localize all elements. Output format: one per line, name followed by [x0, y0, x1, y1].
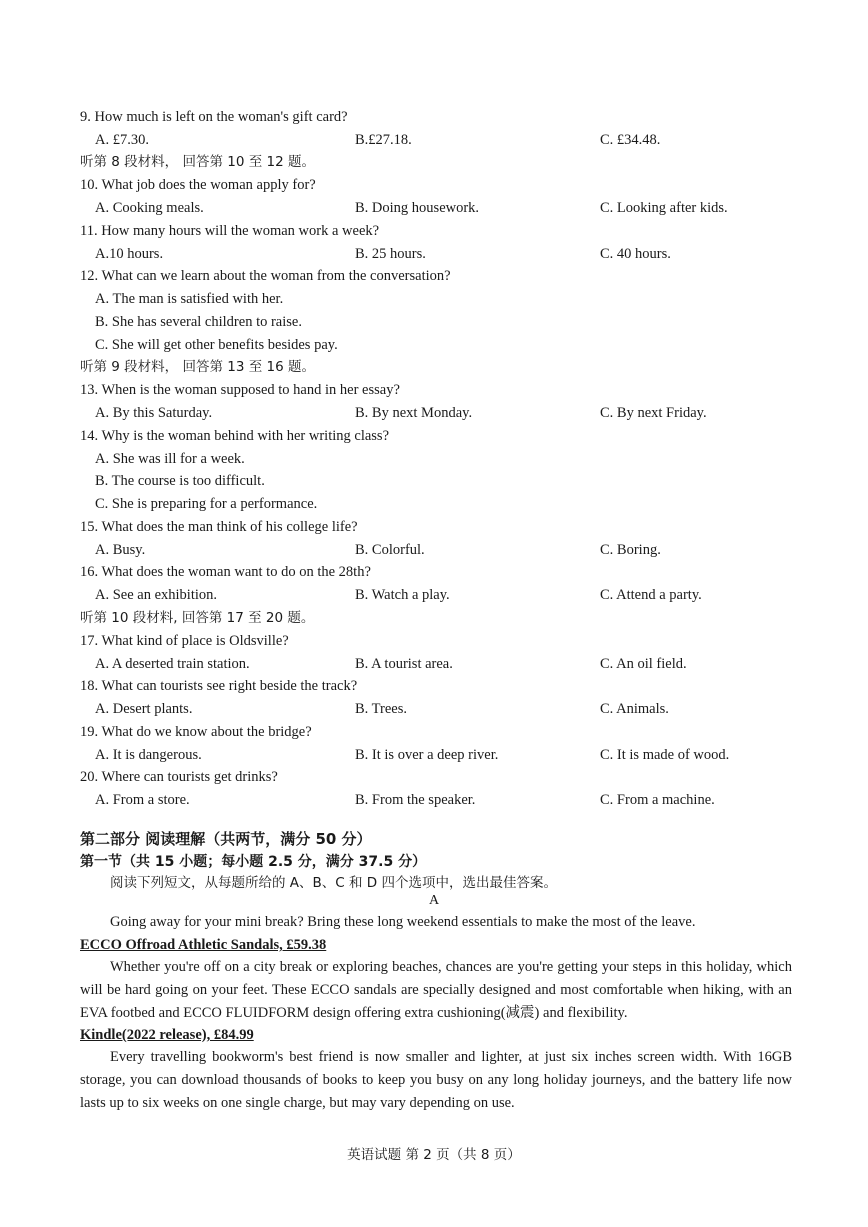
item1-title: ECCO Offroad Athletic Sandals, £59.38 [80, 937, 327, 953]
q10-option-b: B. Doing housework. [355, 200, 480, 216]
passage-label: A [428, 893, 440, 908]
q13-option-a: A. By this Saturday. [95, 405, 213, 421]
section-10-instruction: 听第 10 段材料, 回答第 17 至 20 题。 [80, 610, 315, 626]
q17-option-c: C. An oil field. [600, 656, 687, 672]
q20-option-c: C. From a machine. [600, 792, 715, 808]
q11-option-b: B. 25 hours. [355, 246, 426, 262]
q9-option-a: A. £7.30. [95, 132, 149, 148]
q14-option-c: C. She is preparing for a performance. [95, 496, 318, 512]
question-16-stem: 16. What does the woman want to do on the 28th? [80, 564, 371, 580]
q17-option-b: B. A tourist area. [355, 656, 453, 672]
q15-option-b: B. Colorful. [355, 542, 425, 558]
q12-option-b: B. She has several children to raise. [95, 314, 302, 330]
q13-option-b: B. By next Monday. [355, 405, 473, 421]
question-15-stem: 15. What does the man think of his college life? [80, 519, 358, 535]
question-19-stem: 19. What do we know about the bridge? [80, 724, 312, 740]
q14-option-a: A. She was ill for a week. [95, 451, 245, 467]
section-9-instruction: 听第 9 段材料， 回答第 13 至 16 题。 [80, 359, 315, 375]
item2-title: Kindle(2022 release), £84.99 [80, 1027, 254, 1043]
question-14-stem: 14. Why is the woman behind with her writing class? [80, 428, 390, 444]
q17-option-a: A. A deserted train station. [95, 656, 250, 672]
q9-option-b: B.£27.18. [355, 132, 412, 148]
q20-option-b: B. From the speaker. [355, 792, 476, 808]
question-12-stem: 12. What can we learn about the woman from the conversation? [80, 268, 451, 284]
q11-option-c: C. 40 hours. [600, 246, 671, 262]
q11-option-a: A.10 hours. [95, 246, 164, 262]
question-18-stem: 18. What can tourists see right beside the track? [80, 678, 358, 694]
q12-option-c: C. She will get other benefits besides pay. [95, 337, 338, 353]
part2-instruction: 阅读下列短文，从每题所给的 A、B、C 和 D 四个选项中，选出最佳答案。 [110, 875, 557, 891]
q10-option-a: A. Cooking meals. [95, 200, 204, 216]
q14-option-b: B. The course is too difficult. [95, 473, 265, 489]
q9-option-c: C. £34.48. [600, 132, 661, 148]
part2-section1-title: 第一节（共 15 小题；每小题 2.5 分，满分 37.5 分） [80, 854, 427, 870]
q18-option-b: B. Trees. [355, 701, 407, 717]
question-17-stem: 17. What kind of place is Oldsville? [80, 633, 289, 649]
q16-option-a: A. See an exhibition. [95, 587, 218, 603]
q16-option-c: C. Attend a party. [600, 587, 702, 603]
q15-option-c: C. Boring. [600, 542, 661, 558]
q18-option-c: C. Animals. [600, 701, 669, 717]
page-footer: 英语试题 第 2 页（共 8 页） [347, 1147, 521, 1163]
passage-intro: Going away for your mini break? Bring these long weekend essentials to make the most of the leave. [110, 914, 696, 930]
question-10-stem: 10. What job does the woman apply for? [80, 177, 316, 193]
question-20-stem: 20. Where can tourists get drinks? [80, 769, 278, 785]
question-11-stem: 11. How many hours will the woman work a week? [80, 223, 380, 239]
section-8-instruction: 听第 8 段材料， 回答第 10 至 12 题。 [80, 154, 315, 170]
q13-option-c: C. By next Friday. [600, 405, 707, 421]
q10-option-c: C. Looking after kids. [600, 200, 728, 216]
question-9-stem: 9. How much is left on the woman's gift card? [80, 109, 348, 125]
q19-option-b: B. It is over a deep river. [355, 747, 499, 763]
q19-option-a: A. It is dangerous. [95, 747, 202, 763]
item2-text: Every travelling bookworm's best friend is now smaller and lighter, at just six inches screen width. With 16GB storage, you can download thousands of books to keep you busy on any long holiday journeys, and the battery life now lasts up to six weeks on one single charge, but may vary depending on use. [80, 1049, 792, 1111]
question-13-stem: 13. When is the woman supposed to hand in her essay? [80, 382, 400, 398]
q16-option-b: B. Watch a play. [355, 587, 450, 603]
part2-title: 第二部分 阅读理解（共两节，满分 50 分） [80, 830, 372, 848]
q18-option-a: A. Desert plants. [95, 701, 193, 717]
q15-option-a: A. Busy. [95, 542, 146, 558]
q20-option-a: A. From a store. [95, 792, 190, 808]
item1-text: Whether you're off on a city break or exploring beaches, chances are you're getting your steps in this holiday, which will be hard going on your feet. These ECCO sandals are specially designed and most comfortable when hiking, with an EVA footbed and ECCO FLUIDFORM design offering extra cushioning(减震) and flexibility. [80, 959, 792, 1021]
q19-option-c: C. It is made of wood. [600, 747, 730, 763]
q12-option-a: A. The man is satisfied with her. [95, 291, 284, 307]
